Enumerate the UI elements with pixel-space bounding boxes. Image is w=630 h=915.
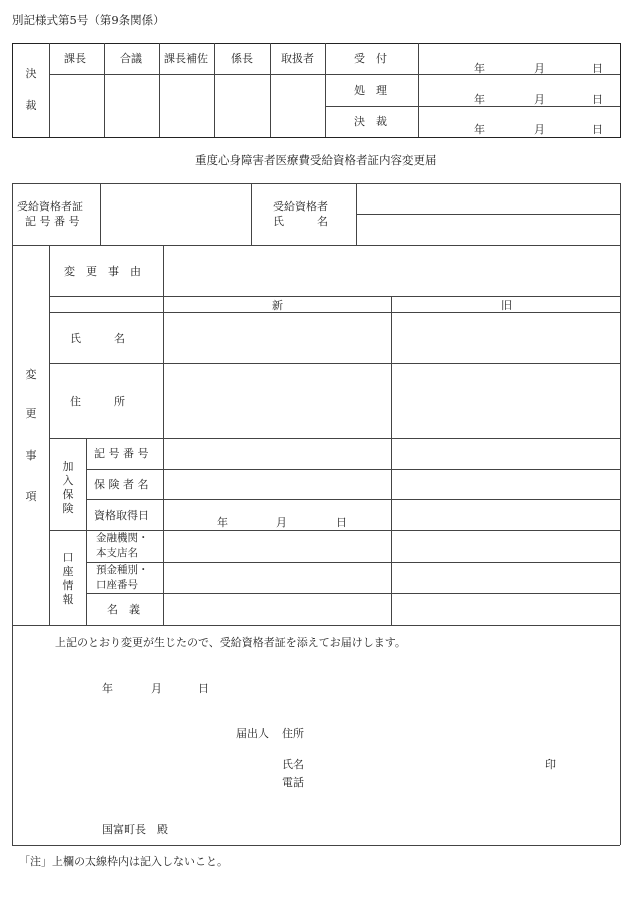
declaration-statement: 上記のとおり変更が生じたので、受給資格者証を添えてお届けします。 [55, 636, 406, 649]
deposit-label-1: 預金種別・ [96, 564, 149, 576]
form-title: 重度心身障害者医療費受給資格者証内容変更届 [195, 153, 437, 167]
header-kacho-hosa: 課長補佐 [164, 52, 208, 65]
name-label: 氏 名 [70, 332, 125, 345]
applicant-label: 届出人 [236, 727, 269, 740]
date-year: 年 [474, 62, 485, 75]
row-uketsuke: 受 付 [354, 52, 387, 65]
reason-label: 変 更 事 由 [64, 265, 141, 278]
account-char-1: 口 [62, 551, 74, 564]
insurance-char-3: 保 [62, 488, 74, 501]
address-label: 住 所 [70, 395, 125, 408]
bank-label-2: 本支店名 [96, 547, 138, 559]
insurance-char-1: 加 [62, 460, 74, 473]
insurance-number-label: 記 号 番 号 [94, 447, 149, 460]
addressee: 国富町長 殿 [102, 823, 168, 836]
holder-label-2: 氏 名 [273, 215, 328, 228]
change-side-3: 事 [25, 449, 37, 462]
date-day: 日 [592, 93, 603, 106]
date-day: 日 [592, 62, 603, 75]
holder-label-1: 受給資格者 [273, 200, 328, 213]
insurer-name-label: 保 険 者 名 [94, 478, 149, 491]
declaration-year: 年 [102, 682, 113, 695]
col-new: 新 [272, 299, 283, 312]
row-kessai: 決 裁 [354, 115, 387, 128]
date-month: 月 [534, 93, 545, 106]
cert-number-label-1: 受給資格者証 [17, 200, 83, 213]
form-number: 別記様式第5号（第9条関係） [12, 13, 165, 27]
insurance-char-4: 険 [62, 502, 74, 515]
declaration-day: 日 [198, 682, 209, 695]
account-char-2: 座 [62, 565, 74, 578]
date-year: 年 [474, 123, 485, 136]
insurance-char-2: 入 [62, 474, 74, 487]
account-holder-label: 名 義 [107, 603, 140, 616]
qual-date-month: 月 [276, 516, 287, 529]
header-toriatsukai: 取扱者 [281, 52, 314, 65]
seal-mark: 印 [545, 758, 556, 771]
date-month: 月 [534, 123, 545, 136]
footnote: 「注」上欄の太線枠内は記入しないこと。 [19, 855, 228, 868]
header-kakari-cho: 係長 [231, 52, 253, 65]
qual-date-day: 日 [336, 516, 347, 529]
header-gogi: 合議 [120, 52, 142, 65]
header-kacho: 課長 [64, 52, 86, 65]
declaration-month: 月 [151, 682, 162, 695]
approval-label-top: 決 [25, 67, 37, 80]
date-month: 月 [534, 62, 545, 75]
account-char-3: 情 [62, 579, 74, 592]
row-shori: 処 理 [354, 84, 387, 97]
change-side-2: 更 [25, 407, 37, 420]
qualification-date-label: 資格取得日 [94, 509, 149, 522]
cert-number-label-2: 記 号 番 号 [25, 215, 80, 228]
date-day: 日 [592, 123, 603, 136]
applicant-phone-label: 電話 [282, 776, 304, 789]
bank-label-1: 金融機関・ [96, 532, 149, 544]
applicant-name-label: 氏名 [282, 758, 304, 771]
col-old: 旧 [501, 299, 512, 312]
applicant-address-label: 住所 [282, 727, 304, 740]
change-side-4: 項 [25, 490, 37, 503]
approval-label-bottom: 裁 [25, 99, 37, 112]
change-side-1: 変 [25, 368, 37, 381]
qual-date-year: 年 [217, 516, 228, 529]
date-year: 年 [474, 93, 485, 106]
deposit-label-2: 口座番号 [96, 579, 138, 591]
account-char-4: 報 [62, 593, 74, 606]
